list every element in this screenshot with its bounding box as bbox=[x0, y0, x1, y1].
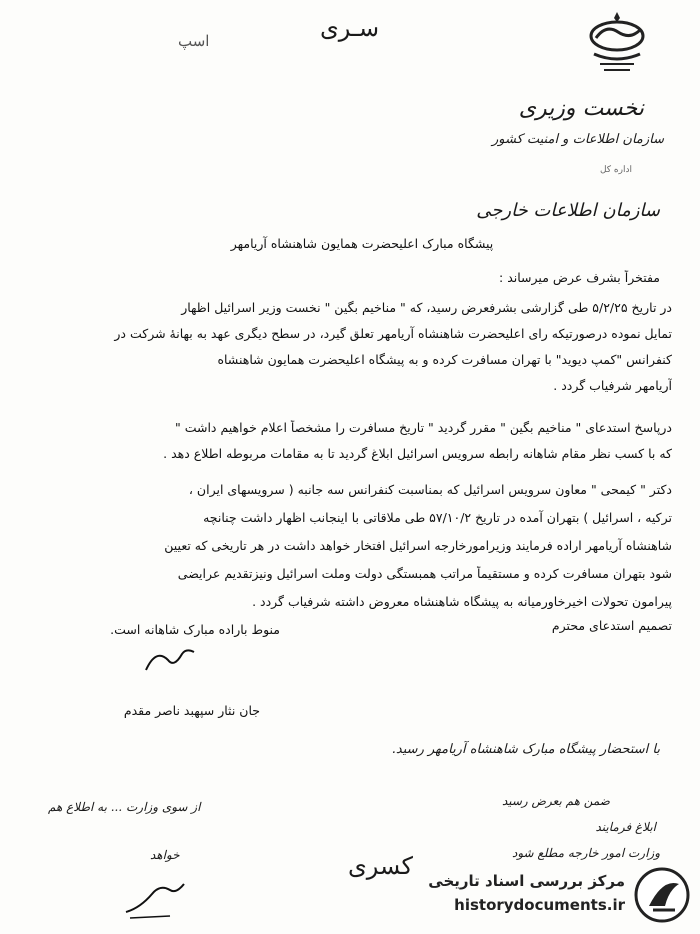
body-line: آریامهر شرفیاب گردد . bbox=[553, 378, 672, 393]
ministry-heading: نخست وزیری bbox=[518, 96, 644, 121]
body-line: تصمیم استدعای محترم bbox=[551, 618, 672, 633]
closing-line: منوط باراده مبارک شاهانه است. bbox=[110, 622, 280, 637]
annotation-line: ضمن هم بعرض رسید bbox=[501, 794, 610, 808]
addressee-line: پیشگاه مبارک اعلیحضرت همایون شاهنشاه آریامهر bbox=[230, 236, 494, 251]
annotation-line: ابلاغ فرمایند bbox=[595, 820, 656, 834]
annotation-line: با استحضار پیشگاه مبارک شاهنشاه آریامهر رسید. bbox=[391, 742, 660, 757]
secret-stamp: سـری bbox=[320, 14, 380, 42]
sub-note: اداره کل bbox=[599, 165, 632, 175]
annotation-line: وزارت امور خارجه مطلع شود bbox=[512, 846, 660, 860]
body-line: تمایل نموده درصورتیکه رای اعلیحضرت شاهنشاه آریامهر تعلق گیرد، در سطح دیگری عهد به بهانهٔ شرکت در bbox=[114, 326, 672, 341]
lion-and-sun-emblem-icon bbox=[582, 8, 652, 88]
archive-watermark bbox=[405, 862, 695, 928]
signature-kasri: کسری bbox=[348, 852, 413, 880]
body-line: ترکیه ، اسرائیل ) بتهران آمده در تاریخ ۵۷/۱۰/۲ طی ملاقاتی با اینجانب اظهار داشت چنانچه bbox=[203, 510, 672, 525]
org-name: سازمان اطلاعات و امنیت کشور bbox=[491, 132, 664, 147]
body-line: پیرامون تحولات اخیرخاورمیانه به پیشگاه شاهنشاه معروض داشته شرفیاب گردد . bbox=[252, 594, 672, 609]
body-line: دکتر " کیمحی " معاون سرویس اسرائیل که بمناسبت کنفرانس سه جانبه ( سرویسهای ایران ، bbox=[188, 482, 672, 497]
body-line: درپاسخ استدعای " مناخیم بگین " مقرر گردید " تاریخ مسافرت را مشخصاً اعلام خواهیم داشت " bbox=[174, 420, 672, 435]
annotation-line: خواهد bbox=[150, 848, 180, 862]
body-line: که با کسب نظر مقام شاهانه رابطه سرویس اسرائیل ابلاغ گردید تا به مقامات مربوطه اطلاع دهد . bbox=[163, 446, 672, 461]
body-line: در تاریخ ۵/۲/۲۵ طی گزارشی بشرفعرض رسید، که " مناخیم بگین " نخست وزیر اسرائیل اظهار bbox=[181, 300, 672, 315]
salutation: مفتخراً بشرف عرض میرساند : bbox=[499, 270, 660, 285]
watermark-title: مرکز بررسی اسناد تاریخی bbox=[428, 872, 625, 890]
body-line: شود بتهران مسافرت کرده و مستقیماً مراتب همبستگی دولت وملت اسرائیل ونیزتقدیم عرایضی bbox=[177, 566, 672, 581]
annotation-line: از سوی وزارت ... به اطلاع هم bbox=[48, 800, 201, 814]
watermark-url[interactable]: historydocuments.ir bbox=[454, 896, 625, 914]
body-line: شاهنشاه آریامهر اراده فرمایند وزیرامورخارجه اسرائیل افتخار خواهد داشت در هر تاریخی که تعیین bbox=[164, 538, 672, 553]
archive-logo-icon bbox=[633, 866, 691, 924]
signature-mark-icon bbox=[140, 640, 200, 680]
signature-bottom-left-icon bbox=[120, 872, 190, 922]
margin-note: اسپ bbox=[178, 32, 210, 50]
department-heading: سازمان اطلاعات خارجی bbox=[476, 200, 660, 221]
body-line: کنفرانس "کمپ دیوید" با تهران مسافرت کرده و به پیشگاه اعلیحضرت همایون شاهنشاه bbox=[217, 352, 672, 367]
signatory-line: جان نثار سپهبد ناصر مقدم bbox=[123, 703, 260, 718]
